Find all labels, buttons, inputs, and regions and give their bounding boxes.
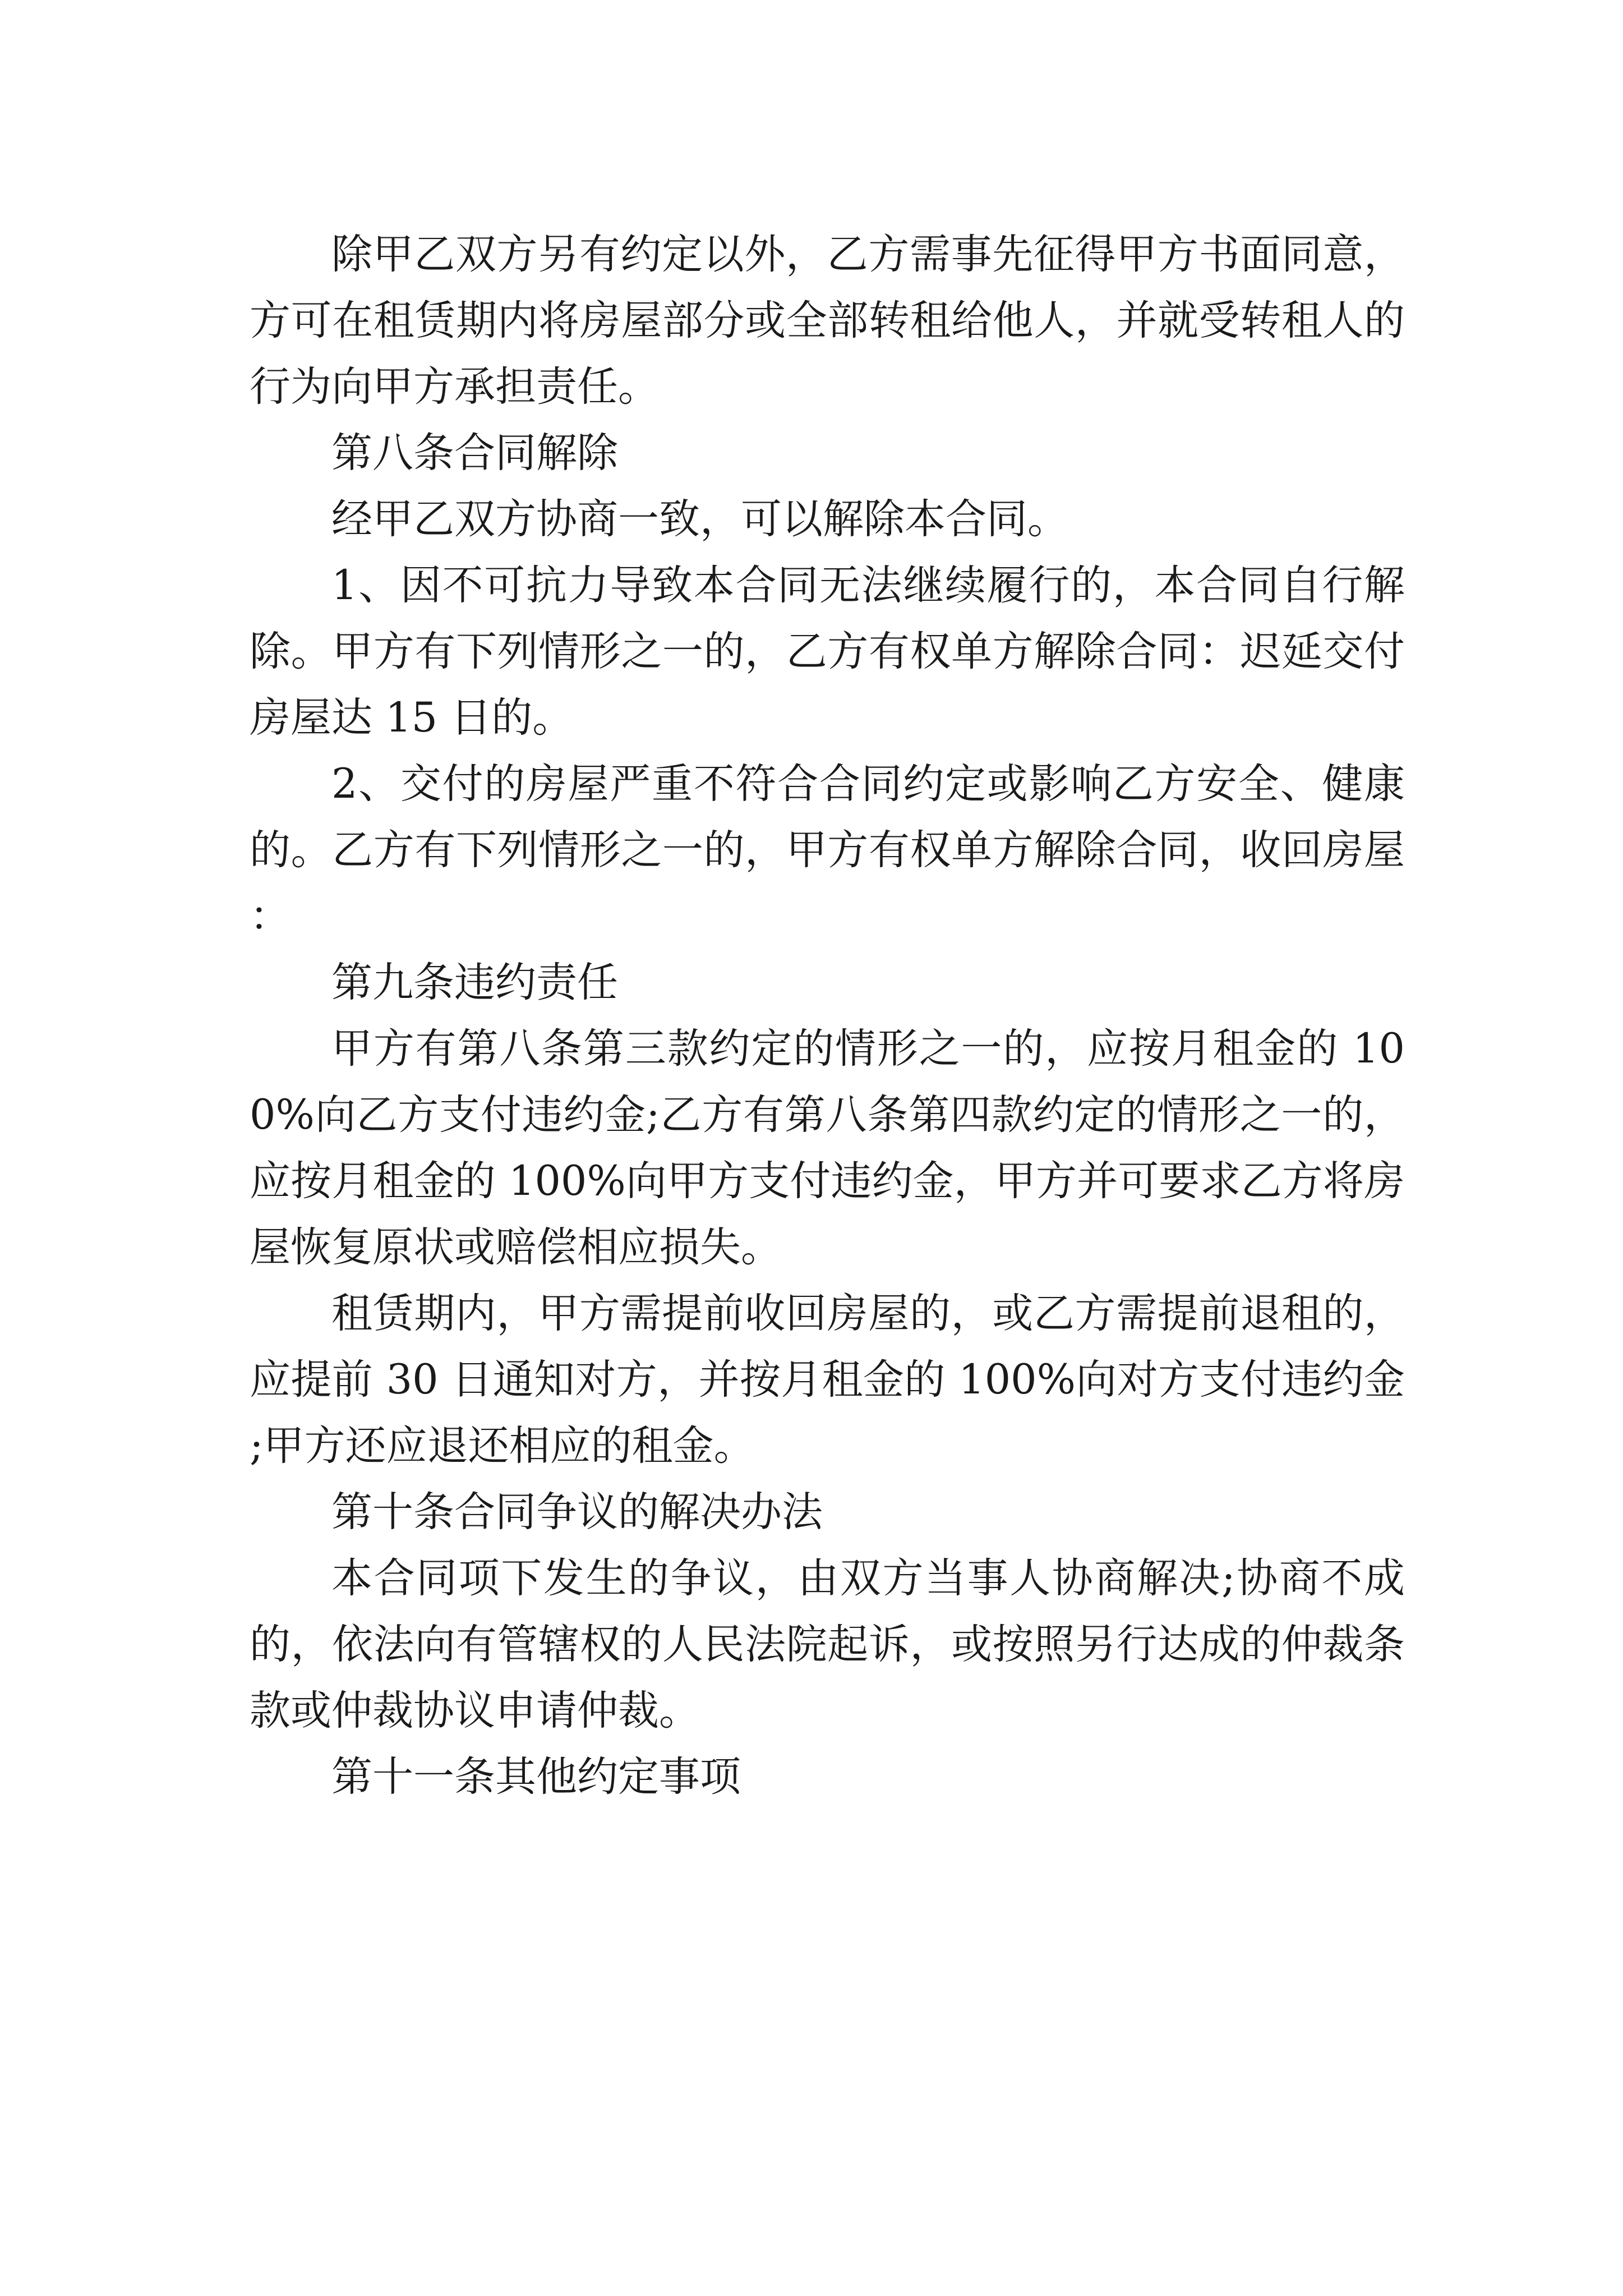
heading-article-10: 第十条合同争议的解决办法 bbox=[331, 1488, 823, 1536]
document-page bbox=[250, 222, 1405, 1810]
paragraph-clause-2: 2、交付的房屋严重不符合合同约定或影响乙方安全、健康的。乙方有下列情形之一的，甲方有权单方解除合同，收回房屋： bbox=[250, 760, 1405, 940]
paragraph-early-termination: 租赁期内，甲方需提前收回房屋的，或乙方需提前退租的，应提前 30 日通知对方，并按月租金的 100%向对方支付违约金;甲方还应退还相应的租金。 bbox=[250, 1290, 1405, 1470]
paragraph-clause-1: 1、因不可抗力导致本合同无法继续履行的，本合同自行解除。甲方有下列情形之一的，乙方有权单方解除合同：迟延交付房屋达 15 日的。 bbox=[250, 562, 1405, 742]
paragraph-mutual-termination: 经甲乙双方协商一致，可以解除本合同。 bbox=[331, 495, 1068, 543]
paragraph-dispute: 本合同项下发生的争议，由双方当事人协商解决;协商不成的，依法向有管辖权的人民法院起诉，或按照另行达成的仲裁条款或仲裁协议申请仲裁。 bbox=[250, 1554, 1405, 1734]
heading-article-8: 第八条合同解除 bbox=[331, 429, 618, 477]
paragraph-sublease: 除甲乙双方另有约定以外，乙方需事先征得甲方书面同意，方可在租赁期内将房屋部分或全部转租给他人，并就受转租人的行为向甲方承担责任。 bbox=[250, 231, 1405, 411]
heading-article-9: 第九条违约责任 bbox=[331, 959, 618, 1006]
heading-article-11: 第十一条其他约定事项 bbox=[331, 1753, 741, 1801]
paragraph-penalty: 甲方有第八条第三款约定的情形之一的，应按月租金的 100%向乙方支付违约金;乙方有第八条第四款约定的情形之一的，应按月租金的 100%向甲方支付违约金，甲方并可要求乙方将房屋恢复原状或赔偿相应损失。 bbox=[250, 1025, 1405, 1271]
